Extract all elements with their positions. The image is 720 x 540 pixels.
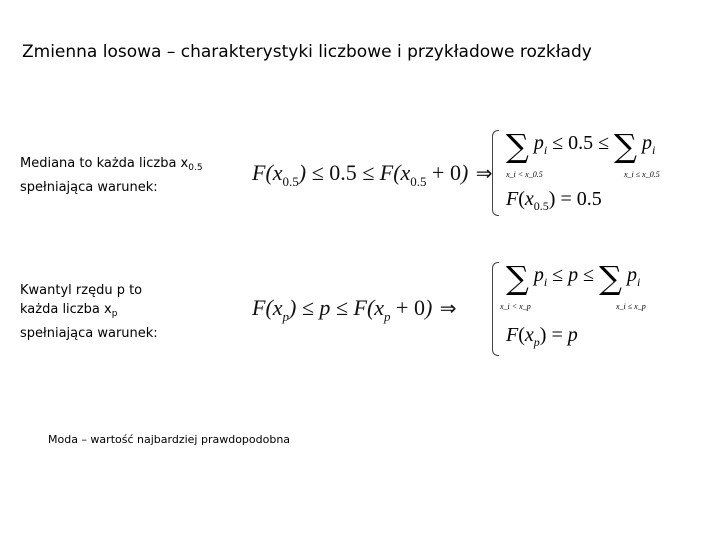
median-brace xyxy=(492,130,499,216)
median-label-prefix: Mediana to każda liczba x xyxy=(20,156,189,171)
mode-definition: Moda – wartość najbardziej prawdopodobna xyxy=(48,433,291,446)
quantile-sum-right-symbol: ∑ xyxy=(599,259,622,297)
quantile-sum-left-range: x_i < x_p xyxy=(500,302,531,311)
quantile-sum-right-range: x_i ≤ x_p xyxy=(616,302,646,311)
quantile-cdf-row: $F(x_p) = p$ xyxy=(506,324,578,349)
median-sum-row: ∑ $p_i \le 0.5$ ≤ ∑ $p_i$ xyxy=(506,127,656,165)
quantile-sum-row: ∑ $p_i \le p$ ≤ ∑ $p_i$ xyxy=(506,259,641,297)
quantile-formula: $F(x_p) \le p \le F(x_p + 0)$ ⇒ xyxy=(252,295,457,324)
median-sum-left-symbol: ∑ xyxy=(506,127,529,165)
quantile-conditions xyxy=(492,259,702,354)
median-sum-right-range: x_i ≤ x_0.5 xyxy=(624,170,660,179)
quantile-label-prefix: każda liczba x xyxy=(20,302,112,317)
page-title: Zmienna losowa – charakterystyki liczbowe i przykładowe rozkłady xyxy=(22,42,592,62)
quantile-label-line1: Kwantyl rzędu p to xyxy=(20,283,143,298)
quantile-brace xyxy=(492,262,499,356)
quantile-sum-left-symbol: ∑ xyxy=(506,259,529,297)
median-value: 0.5 xyxy=(576,188,602,210)
median-label-sub: 0.5 xyxy=(188,163,203,173)
median-formula: $F(x_{0.5}) \le 0.5 \le F(x_{0.5} + 0)$ ⇒ xyxy=(252,160,493,189)
median-conditions xyxy=(492,127,702,214)
median-label xyxy=(20,154,203,197)
quantile-label xyxy=(20,281,158,343)
median-sum-left-range: x_i < x_0.5 xyxy=(506,170,543,179)
quantile-label-sub: p xyxy=(111,309,118,319)
quantile-value: p xyxy=(567,324,578,346)
median-label-line2: spełniająca warunek: xyxy=(20,180,158,195)
quantile-label-line3: spełniająca warunek: xyxy=(20,326,158,341)
median-cdf-row: $F(x_{0.5}) = 0.5$ xyxy=(506,188,602,213)
median-sum-right-symbol: ∑ xyxy=(614,127,637,165)
